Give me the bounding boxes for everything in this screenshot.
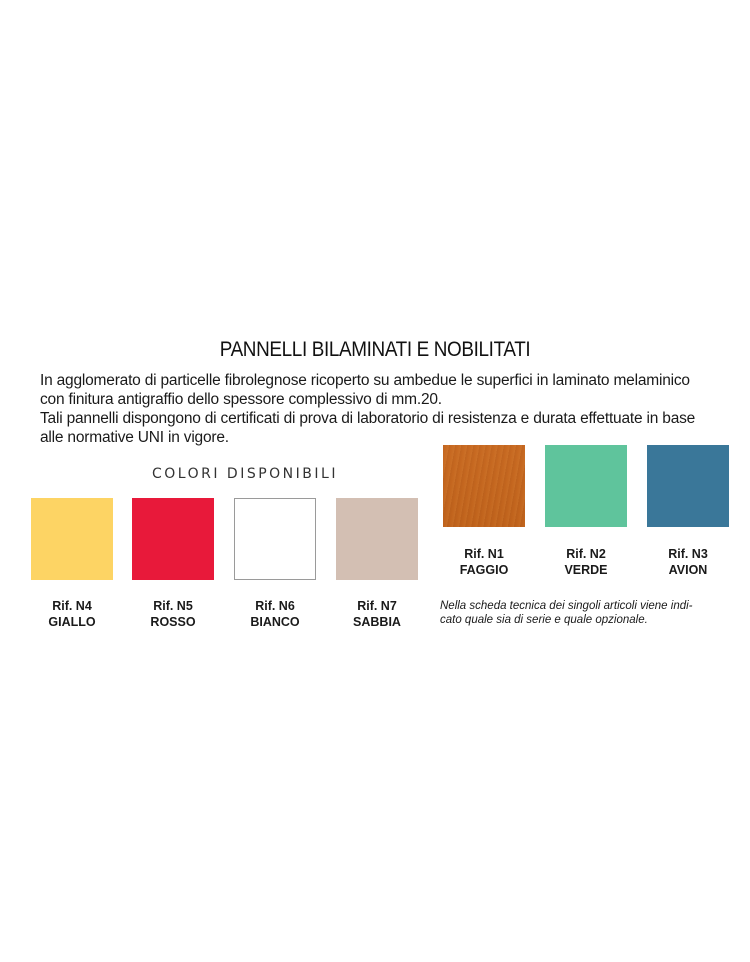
description-line-1: In agglomerato di particelle fibrolegnose ricoperto su ambedue le superfici in laminato melaminico [40,372,690,389]
note-line-2: cato quale sia di serie e quale opzionale. [440,614,648,626]
swatch-label-verde [531,546,641,578]
technical-note [440,599,740,627]
swatch-verde [545,445,627,527]
swatch-sabbia [336,498,418,580]
swatch-ref: Rif. N2 [566,547,606,561]
swatch-color-name: BIANCO [250,615,300,629]
swatch-label-rosso [118,598,228,630]
swatch-ref: Rif. N7 [357,599,397,613]
colors-available-heading: COLORI DISPONIBILI [152,466,338,482]
swatch-color-name: SABBIA [353,615,401,629]
description-line-4: alle normative UNI in vigore. [40,429,229,446]
swatch-color-name: FAGGIO [459,563,509,577]
swatch-label-avion [633,546,743,578]
swatch-rosso [132,498,214,580]
swatch-ref: Rif. N3 [668,547,708,561]
swatch-color-name: VERDE [564,563,608,577]
swatch-ref: Rif. N4 [52,599,92,613]
swatch-color-name: ROSSO [150,615,196,629]
page-title: PANNELLI BILAMINATI E NOBILITATI [219,338,531,361]
swatch-label-sabbia [322,598,432,630]
swatch-ref: Rif. N5 [153,599,193,613]
swatch-color-name: AVION [668,563,708,577]
swatch-label-bianco [220,598,330,630]
swatch-giallo [31,498,113,580]
description-line-3: Tali pannelli dispongono di certificati di prova di laboratorio di resistenza e durata effettuate in base [40,410,696,427]
swatch-faggio [443,445,525,527]
description-line-2: con finitura antigraffio dello spessore complessivo di mm.20. [40,391,442,408]
swatch-label-giallo [17,598,127,630]
swatch-label-faggio [429,546,539,578]
swatch-ref: Rif. N1 [464,547,504,561]
note-line-1: Nella scheda tecnica dei singoli articoli viene indi- [440,600,693,612]
swatch-bianco [234,498,316,580]
swatch-color-name: GIALLO [48,615,96,629]
swatch-ref: Rif. N6 [255,599,295,613]
swatch-avion [647,445,729,527]
